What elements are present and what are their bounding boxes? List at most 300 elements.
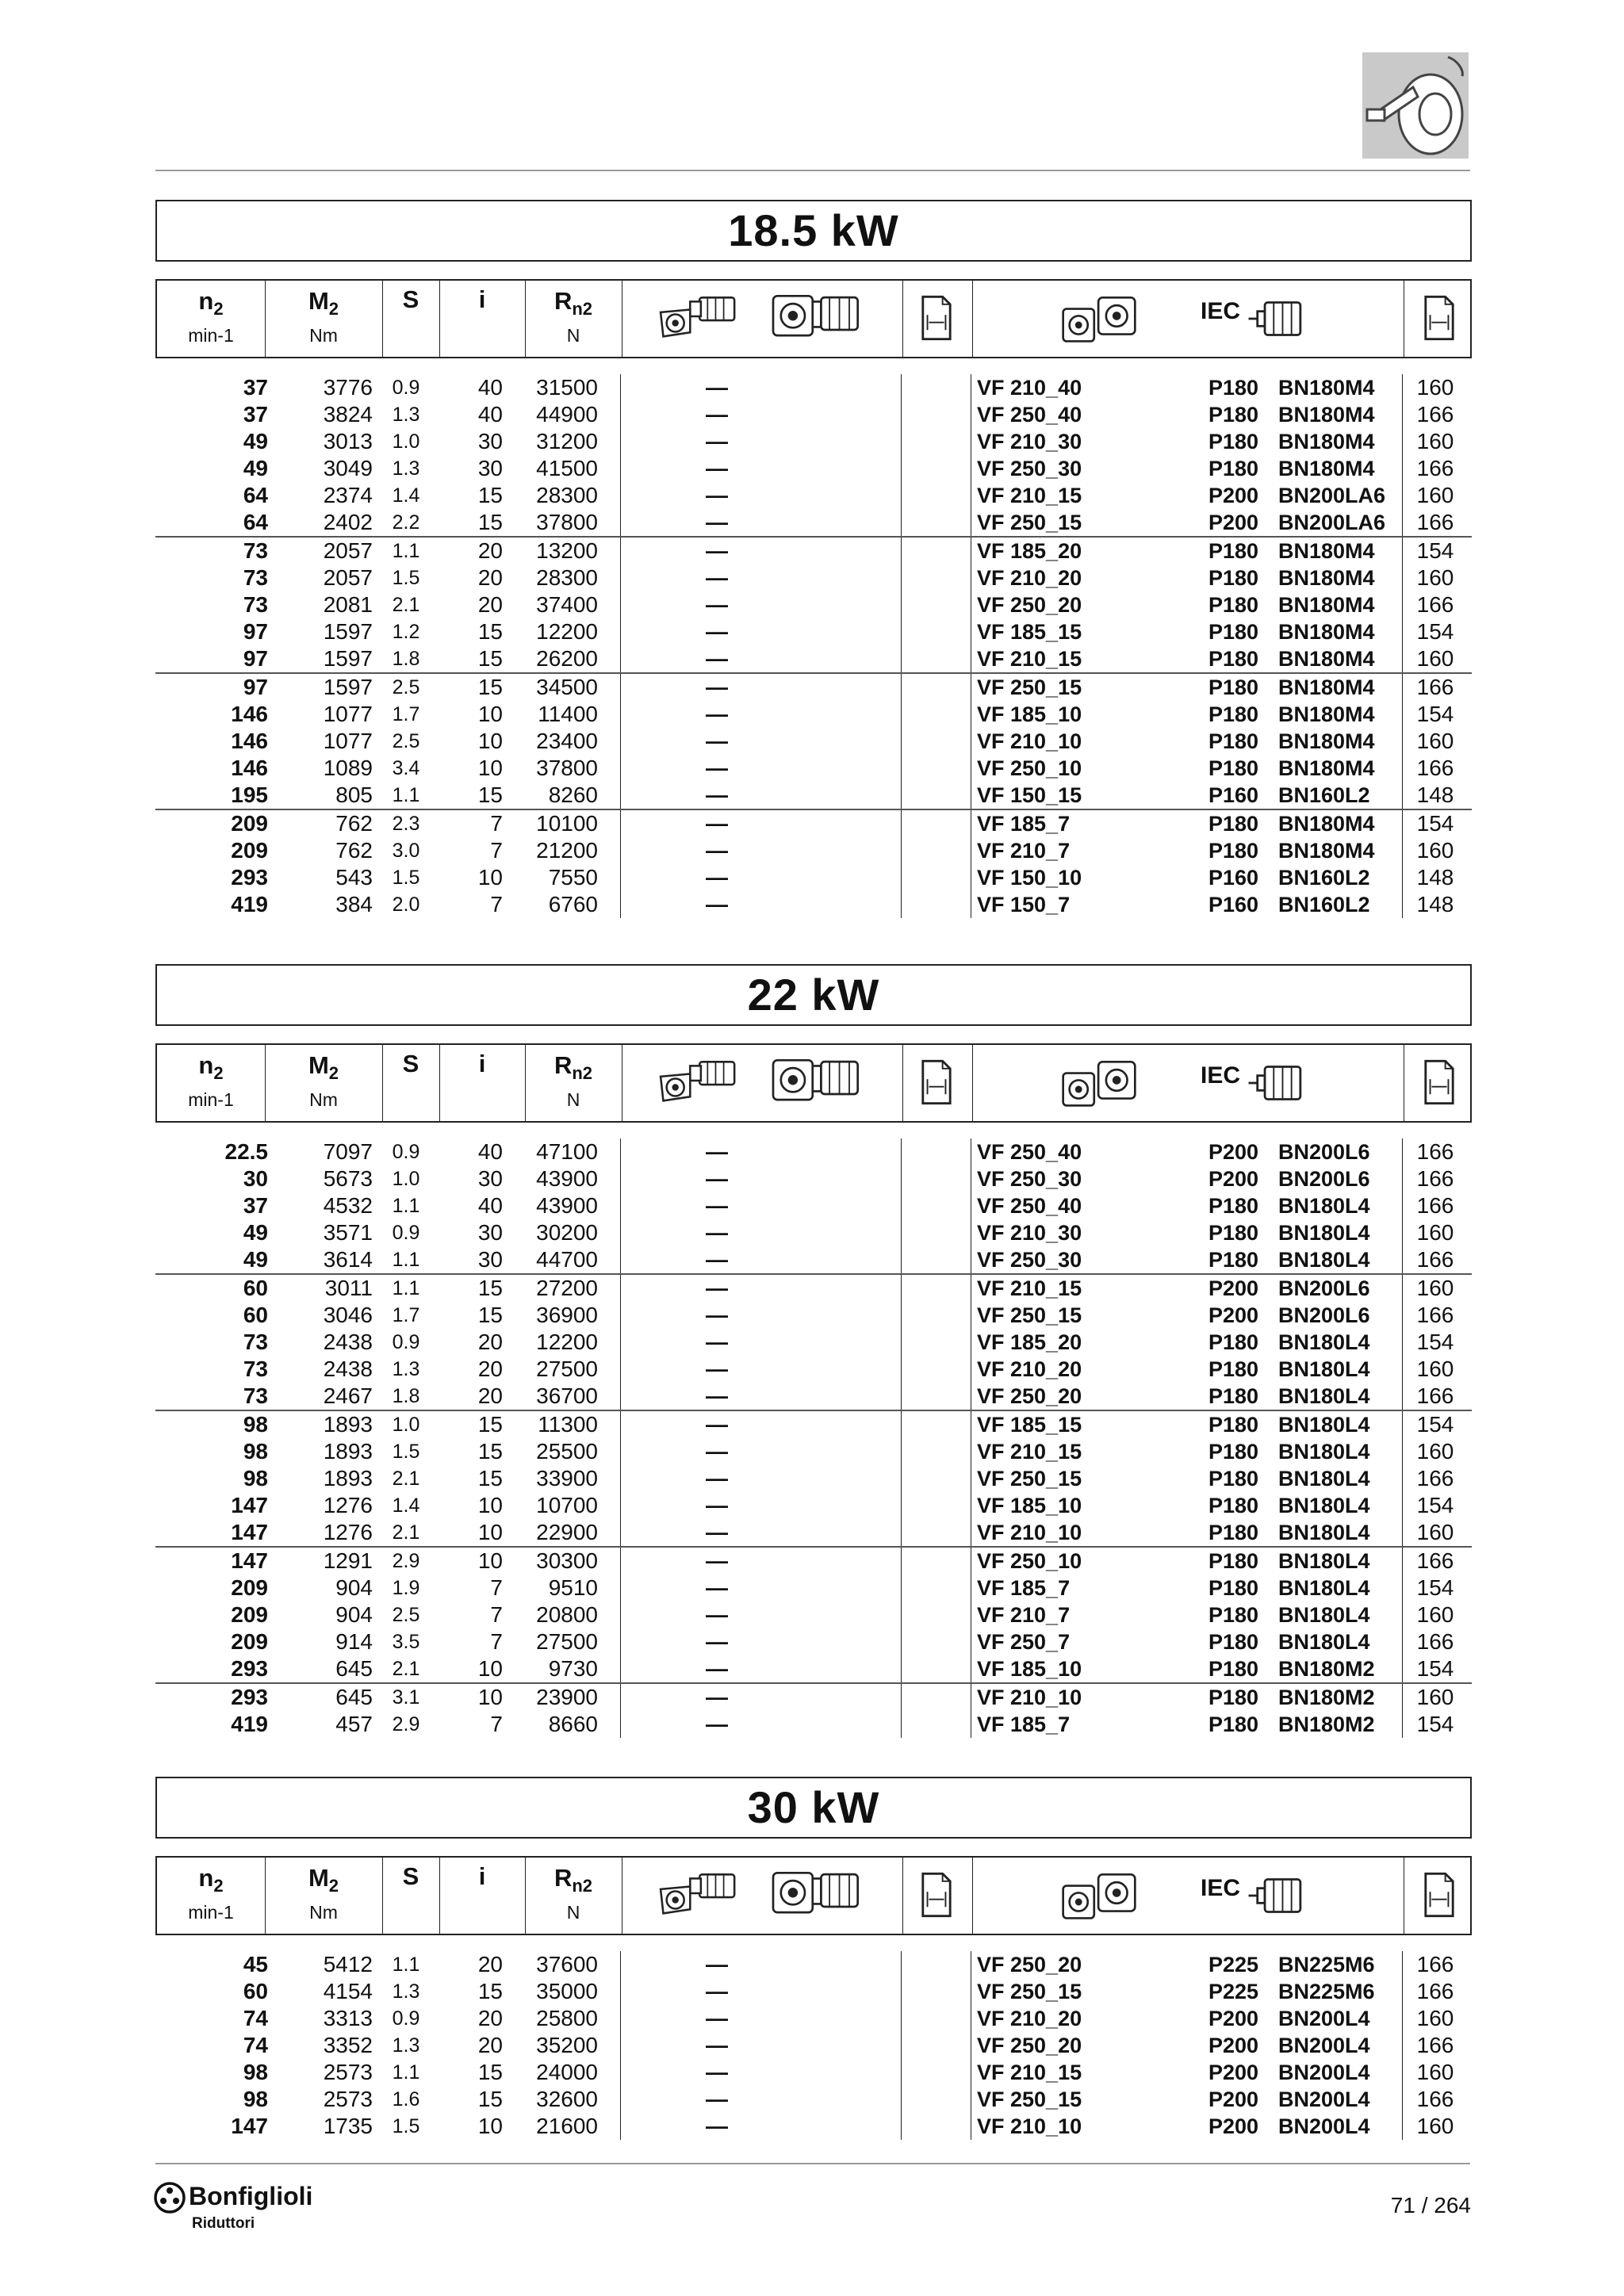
table-row: [155, 2086, 1472, 2113]
cell-flange: P200: [1208, 2034, 1259, 2057]
cell-flange: P180: [1208, 1440, 1259, 1464]
cell-gearbox: VF 210_30: [977, 430, 1082, 453]
cell-s: 1.3: [392, 1980, 420, 2003]
cell-flange: P180: [1208, 729, 1259, 753]
cell-flange: P180: [1208, 430, 1259, 453]
cell-rn2: 9510: [548, 1575, 598, 1600]
cell-s: 2.5: [392, 730, 420, 752]
cell-gearbox: VF 250_40: [977, 1140, 1082, 1164]
cell-dash: —: [706, 1712, 728, 1736]
power-section-22kw: [155, 964, 1472, 1738]
table-row: [155, 1682, 1472, 1711]
cell-dash: —: [706, 729, 728, 753]
dimension-sheet-icon: [1423, 295, 1456, 345]
cell-rn2: 28300: [536, 565, 598, 590]
cell-gearbox: VF 185_10: [977, 702, 1082, 726]
cell-n2: 73: [243, 1330, 268, 1354]
cell-page: 166: [1416, 2087, 1454, 2111]
header-rn2: $R_{n2}$: [553, 287, 593, 320]
cell-m2: 3352: [323, 2033, 373, 2057]
cell-n2: 45: [243, 1952, 268, 1976]
cell-n2: 97: [243, 619, 268, 644]
cell-gearbox: VF 210_20: [977, 2007, 1082, 2030]
cell-rn2: 37800: [536, 510, 598, 534]
cell-dash: —: [706, 375, 728, 400]
worm-gear-motor-icon: [771, 1869, 864, 1923]
cell-motor: BN200L4: [1278, 2087, 1370, 2111]
cell-i: 40: [477, 1193, 503, 1218]
cell-m2: 384: [335, 892, 373, 916]
header-n2: $n_2$: [198, 1864, 224, 1896]
bottom-divider: [155, 2163, 1470, 2164]
cell-dash: —: [706, 1656, 728, 1681]
logo-icon: [154, 2182, 186, 2214]
cell-rn2: 32600: [536, 2087, 598, 2111]
cell-rn2: 21600: [536, 2114, 598, 2138]
cell-n2: 49: [243, 1220, 268, 1245]
cell-s: 1.0: [392, 1414, 420, 1436]
table-row: [155, 1165, 1472, 1192]
cell-motor: BN180L4: [1278, 1413, 1370, 1437]
cell-n2: 209: [231, 1629, 268, 1654]
cell-flange: P180: [1208, 1494, 1259, 1517]
cell-page: 154: [1416, 811, 1454, 836]
table-row: [155, 755, 1472, 782]
header-rn2-unit: N: [566, 325, 580, 346]
cell-s: 1.1: [392, 1249, 420, 1271]
cell-page: 160: [1416, 2060, 1454, 2084]
cell-dash: —: [706, 538, 728, 563]
cell-flange: P200: [1208, 1303, 1259, 1327]
cell-m2: 1893: [323, 1439, 373, 1464]
cell-rn2: 31500: [536, 375, 598, 400]
cell-s: 1.5: [392, 567, 420, 589]
cell-motor: BN180M4: [1278, 457, 1375, 480]
cell-rn2: 33900: [536, 1466, 598, 1490]
cell-flange: P225: [1208, 1980, 1259, 2003]
cell-m2: 645: [335, 1656, 373, 1681]
cell-i: 7: [490, 892, 503, 916]
cell-motor: BN180L4: [1278, 1603, 1370, 1627]
cell-page: 166: [1416, 592, 1454, 617]
cell-gearbox: VF 250_20: [977, 1384, 1082, 1408]
cell-m2: 3011: [324, 1276, 373, 1300]
cell-i: 20: [477, 2033, 503, 2057]
cell-s: 1.6: [392, 2088, 420, 2110]
cell-page: 160: [1416, 1520, 1454, 1544]
cell-gearbox: VF 250_20: [977, 1953, 1082, 1976]
cell-rn2: 10700: [536, 1493, 598, 1517]
header-n2: $n_2$: [198, 287, 224, 320]
cell-motor: BN225M6: [1278, 1980, 1375, 2003]
worm-gearbox-icon: [1058, 1870, 1140, 1925]
cell-page: 154: [1416, 1330, 1454, 1354]
cell-page: 166: [1416, 1247, 1454, 1272]
cell-gearbox: VF 210_15: [977, 647, 1082, 671]
cell-rn2: 12200: [536, 619, 598, 644]
cell-motor: BN180M2: [1278, 1712, 1375, 1736]
cell-flange: P160: [1208, 783, 1259, 807]
cell-i: 15: [477, 1439, 503, 1464]
cell-dash: —: [706, 1166, 728, 1191]
cell-n2: 419: [231, 1712, 268, 1736]
cell-dash: —: [706, 2114, 728, 2138]
cell-n2: 146: [231, 756, 268, 780]
cell-rn2: 7550: [548, 865, 598, 890]
cell-page: 166: [1416, 1193, 1454, 1218]
cell-n2: 49: [243, 429, 268, 453]
cell-rn2: 35200: [536, 2033, 598, 2057]
cell-i: 15: [477, 2060, 503, 2084]
cell-m2: 4532: [323, 1193, 373, 1218]
iec-motor-icon: [1247, 1061, 1307, 1109]
header-rn2-unit: N: [566, 1902, 580, 1923]
cell-motor: BN180L4: [1278, 1494, 1370, 1517]
cell-flange: P200: [1208, 2114, 1259, 2138]
cell-n2: 209: [231, 838, 268, 863]
cell-s: 1.5: [392, 867, 420, 889]
cell-n2: 146: [231, 702, 268, 726]
cell-flange: P180: [1208, 1712, 1259, 1736]
table-row: [155, 1356, 1472, 1383]
cell-dash: —: [706, 2087, 728, 2111]
table-body: [155, 1951, 1472, 2140]
cell-s: 1.1: [392, 1954, 420, 1976]
cell-flange: P180: [1208, 756, 1259, 780]
cell-dash: —: [706, 1247, 728, 1272]
cell-flange: P180: [1208, 1549, 1259, 1573]
cell-s: 2.9: [392, 1550, 420, 1572]
cell-i: 10: [477, 1520, 503, 1544]
cell-motor: BN180M2: [1278, 1657, 1375, 1681]
cell-dash: —: [706, 510, 728, 534]
cell-page: 160: [1416, 1685, 1454, 1709]
header-rn2-unit: N: [566, 1089, 580, 1110]
cell-gearbox: VF 210_10: [977, 1686, 1082, 1709]
cell-motor: BN225M6: [1278, 1953, 1375, 1976]
shaft-mounted-gearbox-icon: [1362, 52, 1469, 159]
section-title-box: [155, 1777, 1472, 1839]
header-s: S: [402, 1050, 419, 1077]
cell-motor: BN200L4: [1278, 2061, 1370, 2084]
table-row: [155, 1410, 1472, 1438]
cell-gearbox: VF 250_15: [977, 511, 1082, 534]
cell-m2: 2573: [323, 2060, 373, 2084]
cell-n2: 73: [243, 565, 268, 590]
cell-gearbox: VF 210_7: [977, 839, 1071, 863]
cell-m2: 2057: [323, 565, 373, 590]
cell-s: 2.1: [392, 1658, 420, 1680]
cell-s: 2.2: [392, 511, 420, 534]
dimension-sheet-icon: [920, 1872, 953, 1922]
cell-m2: 762: [335, 811, 373, 836]
table-row: [155, 1711, 1472, 1738]
cell-i: 7: [490, 1629, 503, 1654]
cell-rn2: 44900: [536, 402, 598, 427]
cell-i: 10: [477, 1548, 503, 1573]
cell-dash: —: [706, 429, 728, 453]
cell-m2: 1597: [323, 619, 373, 644]
cell-motor: BN200L4: [1278, 2114, 1370, 2138]
cell-dash: —: [706, 2033, 728, 2057]
table-row: [155, 891, 1472, 918]
cell-dash: —: [706, 702, 728, 726]
cell-motor: BN160L2: [1278, 866, 1370, 890]
cell-dash: —: [706, 1520, 728, 1544]
cell-flange: P180: [1208, 1221, 1259, 1245]
cell-gearbox: VF 250_10: [977, 756, 1082, 780]
cell-m2: 3571: [323, 1220, 373, 1245]
cell-gearbox: VF 150_7: [977, 893, 1071, 916]
cell-m2: 1276: [323, 1493, 373, 1517]
cell-rn2: 12200: [536, 1330, 598, 1354]
cell-n2: 98: [243, 1439, 268, 1464]
cell-page: 160: [1416, 429, 1454, 453]
cell-i: 15: [477, 483, 503, 507]
cell-s: 0.9: [392, 2007, 420, 2030]
header-i: i: [478, 1050, 486, 1077]
cell-gearbox: VF 210_40: [977, 376, 1082, 400]
cell-page: 154: [1416, 619, 1454, 644]
cell-flange: P180: [1208, 839, 1259, 863]
cell-gearbox: VF 185_10: [977, 1494, 1082, 1517]
cell-flange: P180: [1208, 1521, 1259, 1544]
cell-s: 0.9: [392, 1222, 420, 1244]
cell-s: 0.9: [392, 377, 420, 399]
cell-flange: P180: [1208, 1413, 1259, 1437]
cell-gearbox: VF 210_15: [977, 484, 1082, 507]
cell-page: 154: [1416, 1575, 1454, 1600]
section-title: 30 kW: [747, 1782, 880, 1832]
cell-flange: P180: [1208, 1630, 1259, 1654]
header-n2-unit: min-1: [188, 1089, 234, 1110]
table-row: [155, 2032, 1472, 2059]
header-m2: $M_2$: [308, 287, 339, 320]
cell-m2: 3049: [323, 456, 373, 480]
cell-s: 2.3: [392, 813, 420, 835]
table-row: [155, 782, 1472, 809]
cell-page: 166: [1416, 2033, 1454, 2057]
cell-motor: BN180M4: [1278, 647, 1375, 671]
cell-gearbox: VF 250_7: [977, 1630, 1071, 1654]
cell-page: 160: [1416, 1439, 1454, 1464]
cell-n2: 293: [231, 1685, 268, 1709]
table-row: [155, 1951, 1472, 1978]
cell-i: 30: [477, 1220, 503, 1245]
cell-n2: 60: [243, 1276, 268, 1300]
cell-gearbox: VF 185_7: [977, 812, 1071, 836]
table-row: [155, 1246, 1472, 1273]
cell-gearbox: VF 210_20: [977, 1357, 1082, 1381]
cell-page: 160: [1416, 838, 1454, 863]
cell-i: 40: [477, 375, 503, 400]
cell-m2: 2374: [323, 483, 373, 507]
cell-dash: —: [706, 1952, 728, 1976]
iec-label: IEC: [1201, 298, 1241, 324]
table-row: [155, 1492, 1472, 1519]
table-row: [155, 374, 1472, 401]
cell-dash: —: [706, 1412, 728, 1437]
cell-rn2: 27500: [536, 1357, 598, 1381]
cell-s: 0.9: [392, 1141, 420, 1163]
cell-i: 7: [490, 1712, 503, 1736]
cell-motor: BN200L6: [1278, 1140, 1370, 1164]
cell-s: 1.1: [392, 1195, 420, 1217]
cell-s: 1.4: [392, 484, 420, 507]
cell-n2: 22.5: [224, 1139, 268, 1164]
cell-dash: —: [706, 592, 728, 617]
cell-dash: —: [706, 1357, 728, 1381]
table-row: [155, 1329, 1472, 1356]
header-n2: $n_2$: [198, 1051, 224, 1084]
cell-flange: P200: [1208, 1276, 1259, 1300]
table-row: [155, 728, 1472, 755]
cell-gearbox: VF 185_10: [977, 1657, 1082, 1681]
worm-gear-motor-icon: [771, 292, 864, 346]
table-header: [155, 1043, 1472, 1123]
cell-gearbox: VF 150_10: [977, 866, 1082, 890]
cell-m2: 1735: [323, 2114, 373, 2138]
cell-s: 1.3: [392, 1358, 420, 1380]
cell-dash: —: [706, 756, 728, 780]
cell-flange: P200: [1208, 2087, 1259, 2111]
cell-page: 166: [1416, 1548, 1454, 1573]
cell-page: 154: [1416, 702, 1454, 726]
table-body: [155, 1138, 1472, 1738]
shaft-mounted-gearbox-icon: [657, 1869, 744, 1922]
cell-motor: BN180M4: [1278, 620, 1375, 644]
cell-gearbox: VF 210_15: [977, 1440, 1082, 1464]
cell-motor: BN160L2: [1278, 783, 1370, 807]
cell-flange: P200: [1208, 2061, 1259, 2084]
cell-gearbox: VF 210_30: [977, 1221, 1082, 1245]
cell-dash: —: [706, 1439, 728, 1464]
cell-m2: 1276: [323, 1520, 373, 1544]
cell-rn2: 37400: [536, 592, 598, 617]
cell-dash: —: [706, 1602, 728, 1627]
cell-gearbox: VF 250_15: [977, 2087, 1082, 2111]
cell-flange: P180: [1208, 539, 1259, 563]
cell-dash: —: [706, 1220, 728, 1245]
cell-i: 20: [477, 1383, 503, 1408]
cell-n2: 209: [231, 811, 268, 836]
cell-rn2: 47100: [536, 1139, 598, 1164]
cell-flange: P180: [1208, 1686, 1259, 1709]
table-row: [155, 2113, 1472, 2140]
cell-s: 1.2: [392, 621, 420, 643]
cell-flange: P225: [1208, 1953, 1259, 1976]
table-row: [155, 1383, 1472, 1410]
table-row: [155, 2005, 1472, 2032]
cell-dash: —: [706, 892, 728, 916]
cell-flange: P180: [1208, 675, 1259, 699]
cell-gearbox: VF 250_10: [977, 1549, 1082, 1573]
cell-motor: BN200LA6: [1278, 484, 1386, 507]
cell-s: 1.8: [392, 648, 420, 670]
worm-gear-motor-icon: [771, 1056, 864, 1111]
cell-rn2: 23400: [536, 729, 598, 753]
cell-i: 15: [477, 1412, 503, 1437]
table-row: [155, 1273, 1472, 1302]
table-row: [155, 1519, 1472, 1546]
cell-dash: —: [706, 483, 728, 507]
cell-motor: BN180L4: [1278, 1194, 1370, 1218]
cell-motor: BN180M4: [1278, 430, 1375, 453]
table-row: [155, 428, 1472, 455]
cell-gearbox: VF 210_15: [977, 2061, 1082, 2084]
cell-i: 30: [477, 1166, 503, 1191]
cell-motor: BN180L4: [1278, 1248, 1370, 1272]
cell-gearbox: VF 210_10: [977, 729, 1082, 753]
table-row: [155, 1628, 1472, 1655]
cell-rn2: 25800: [536, 2006, 598, 2030]
cell-n2: 98: [243, 2060, 268, 2084]
header-m2-unit: Nm: [309, 1089, 338, 1110]
table-body: [155, 374, 1472, 918]
iec-motor-icon: [1247, 297, 1307, 345]
cell-rn2: 34500: [536, 675, 598, 699]
cell-dash: —: [706, 646, 728, 671]
cell-n2: 60: [243, 1979, 268, 2003]
cell-motor: BN180L4: [1278, 1521, 1370, 1544]
cell-rn2: 11300: [538, 1412, 598, 1437]
cell-n2: 37: [243, 1193, 268, 1218]
header-rn2: $R_{n2}$: [553, 1864, 593, 1896]
cell-i: 15: [477, 510, 503, 534]
cell-flange: P180: [1208, 593, 1259, 617]
cell-rn2: 20800: [536, 1602, 598, 1627]
cell-m2: 4154: [323, 1979, 373, 2003]
cell-dash: —: [706, 1685, 728, 1709]
cell-dash: —: [706, 565, 728, 590]
cell-flange: P180: [1208, 1576, 1259, 1600]
table-row: [155, 591, 1472, 618]
table-row: [155, 564, 1472, 591]
cell-page: 160: [1416, 483, 1454, 507]
cell-page: 166: [1416, 1383, 1454, 1408]
cell-gearbox: VF 185_7: [977, 1576, 1071, 1600]
cell-i: 10: [477, 1656, 503, 1681]
cell-gearbox: VF 210_15: [977, 1276, 1082, 1300]
cell-m2: 2402: [323, 510, 373, 534]
cell-gearbox: VF 250_20: [977, 593, 1082, 617]
cell-dash: —: [706, 1276, 728, 1300]
cell-n2: 74: [243, 2006, 268, 2030]
cell-rn2: 27500: [536, 1629, 598, 1654]
cell-gearbox: VF 185_7: [977, 1712, 1071, 1736]
cell-page: 160: [1416, 1602, 1454, 1627]
cell-n2: 30: [243, 1166, 268, 1191]
cell-i: 15: [477, 675, 503, 699]
cell-s: 1.0: [392, 1168, 420, 1190]
cell-s: 1.1: [392, 540, 420, 562]
cell-m2: 3776: [323, 375, 373, 400]
cell-rn2: 30300: [536, 1548, 598, 1573]
cell-s: 3.1: [392, 1686, 420, 1709]
cell-motor: BN200L4: [1278, 2007, 1370, 2030]
cell-dash: —: [706, 1139, 728, 1164]
cell-rn2: 31200: [536, 429, 598, 453]
cell-motor: BN180L4: [1278, 1630, 1370, 1654]
cell-rn2: 8260: [548, 783, 598, 807]
cell-m2: 1077: [323, 729, 373, 753]
cell-motor: BN200L6: [1278, 1167, 1370, 1191]
header-rn2: $R_{n2}$: [553, 1051, 593, 1084]
header-m2: $M_2$: [308, 1864, 339, 1896]
cell-dash: —: [706, 1330, 728, 1354]
cell-flange: P180: [1208, 403, 1259, 427]
cell-i: 10: [477, 1493, 503, 1517]
